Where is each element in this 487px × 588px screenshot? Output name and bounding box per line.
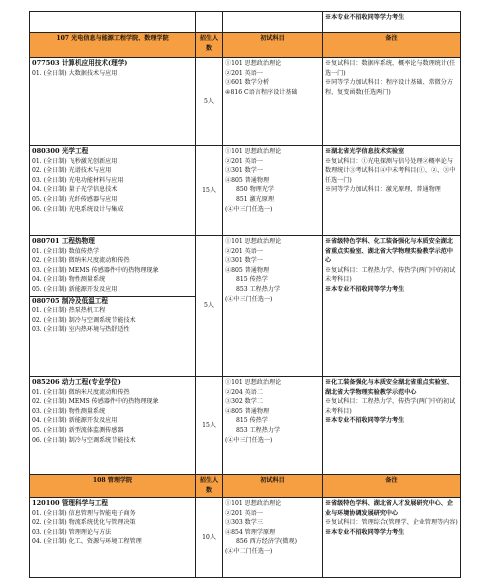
quota-cell: 5人 (196, 58, 223, 146)
note-item: ※本专业不招收同等学力考生 (325, 528, 405, 536)
direction-item: 04. (全日制) 物性测量系统 (32, 276, 106, 284)
note-item: ※本专业不招收同等学力考生 (325, 285, 405, 293)
subjects-header: 初试科目 (223, 475, 323, 498)
quota-header: 招生人数 (196, 33, 223, 58)
direction-item: 02. (全日制) 光谱技术与应用 (32, 167, 112, 175)
table-row (30, 12, 461, 33)
direction-item: 01. (全日制) 飞秒激光创新应用 (32, 157, 118, 165)
subject-item: ②201 英语一 (225, 247, 263, 255)
college-title: 108 管理学院 (30, 475, 196, 498)
direction-item: 01. (全日制) 热泵热机工程 (32, 307, 106, 315)
subject-item: ④854 管理学原理 (225, 528, 276, 536)
subject-item: 856 西方经济学(微观) (236, 538, 297, 546)
subject-item: ②201 英语一 (225, 69, 263, 77)
direction-item: 05. (全日制) 新能源开发及应用 (32, 285, 118, 293)
subject-item: (④中二门任选一) (225, 547, 273, 555)
note-item: ※复试科目：工程热力学、传热学(两门中的初试未考科目) (325, 398, 456, 415)
subject-item: ②201 英语一 (225, 509, 263, 517)
note-item: ※同等学力加试科目：程序设计基础、常微分方程、复变函数(任选两门) (325, 79, 453, 96)
direction-item: 03. (全日制) 室内热环境与热舒适性 (32, 326, 130, 334)
direction-item: 04. (全日制) 化工、资源与环境工程管理 (32, 538, 142, 546)
subject-item: 851 激光原理 (236, 195, 274, 203)
program-cell (30, 58, 196, 146)
subject-item: ④816 C语言程序设计基础 (225, 88, 298, 96)
subject-item: ①101 思想政治理论 (225, 500, 282, 507)
subject-item: ①101 思想政治理论 (225, 148, 282, 155)
top-note: ※本专业不招收同等学力考生 (323, 12, 461, 33)
quota-cell: 15人 (196, 377, 223, 475)
direction-item: 06. (全日制) 制冷与空调系统节能技术 (32, 436, 136, 444)
program-title: 080300 光学工程 (32, 147, 89, 155)
direction-item: 01. (全日制) 微纳米尺度流动和传热 (32, 388, 130, 396)
subjects-cell (223, 146, 323, 236)
subject-item: ③601 数学分析 (225, 79, 270, 87)
subject-item: ④805 普通物理 (225, 176, 270, 184)
subject-item: ①101 思想政治理论 (225, 60, 282, 67)
note-item: ※同等学力加试科目：激光原理、普通物理 (325, 186, 441, 194)
notes-cell (323, 377, 461, 475)
notes-header: 备注 (323, 33, 461, 58)
quota-cell: 10人 (196, 498, 223, 578)
notes-cell (323, 498, 461, 578)
direction-item: 05. (全日制) 光纤传感器与应用 (32, 195, 118, 203)
table-row (30, 58, 461, 146)
notes-cell (323, 146, 461, 236)
notes-cell (323, 58, 461, 146)
quota-cell: 15人 (196, 146, 223, 236)
subject-item: ①101 思想政治理论 (225, 238, 282, 245)
direction-item: 05. (全日制) 新型流体监测传感器 (32, 426, 124, 434)
direction-item: 01. (全日制) 信息管理与智能电子商务 (32, 509, 136, 517)
note-item: ※本专业不招收同等学力考生 (325, 417, 405, 425)
note-item: ※湖北省光学信息技术实验室 (325, 148, 405, 155)
program-cell (30, 236, 196, 377)
direction-item: 03. (全日制) 管理理论与方法 (32, 528, 112, 536)
subject-item: ②201 英语一 (225, 157, 263, 165)
subject-item: ②204 英语二 (225, 388, 263, 396)
notes-cell (323, 236, 461, 377)
note-item: ※复试科目：工程热力学、传热学(两门中的初试未考科目) (325, 266, 456, 284)
college-title: 107 光电信息与能源工程学院、数理学院 (30, 33, 196, 58)
note-item: ※省级特色学科、化工装备强化与本质安全湖北省重点实验室、湖北省大学物理实验教学示范中心 (325, 238, 453, 265)
college-header-row (30, 33, 461, 58)
subject-item: ③302 数学二 (225, 398, 263, 406)
subject-item: 853 工程热力学 (236, 285, 281, 293)
subject-item: ①101 思想政治理论 (225, 379, 282, 386)
subjects-cell (223, 498, 323, 578)
note-item: ※复试科目：管理综合(管理学、企业管理等内容) (325, 519, 458, 527)
subjects-cell (223, 377, 323, 475)
direction-item: 04. (全日制) 量子光学信息技术 (32, 186, 118, 194)
table-row (30, 377, 461, 475)
subject-item: ③303 数学三 (225, 519, 263, 527)
direction-item: 03. (全日制) MEMS 传感器件中的热物理现象 (32, 266, 159, 274)
direction-item: 03. (全日制) 光电功能材料与应用 (32, 176, 124, 184)
direction-item: 01. (全日制) 大数据技术与应用 (32, 69, 118, 77)
subject-item: (④中三门任选一) (225, 436, 273, 444)
direction-item: 03. (全日制) 物性测量系统 (32, 407, 106, 415)
table-row (30, 146, 461, 236)
direction-item: 02. (全日制) MEMS 传感器件中的热物理现象 (32, 398, 159, 406)
quota-cell: 5人 (196, 236, 223, 377)
direction-item: 06. (全日制) 光电系统设计与集成 (32, 205, 124, 213)
program-cell (30, 498, 196, 578)
program-title: 080705 制冷及低温工程 (32, 296, 108, 305)
subject-item: 853 工程热力学 (236, 426, 281, 434)
program-cell (30, 377, 196, 475)
direction-item: 01. (全日制) 数值传热学 (32, 247, 100, 255)
admissions-table (29, 11, 461, 578)
quota-header: 招生人数 (196, 475, 223, 498)
direction-item: 02. (全日制) 制冷与空调系统节能技术 (32, 316, 136, 324)
notes-header: 备注 (323, 475, 461, 498)
sub-program (30, 296, 195, 335)
note-item: ※复试科目：数据库系统、概率论与数理统计(任选一门) (325, 60, 456, 77)
program-title: 077503 计算机应用技术(理学) (32, 59, 128, 67)
subjects-cell (223, 58, 323, 146)
program-cell (30, 146, 196, 236)
subject-item: ③301 数学一 (225, 167, 263, 175)
subject-item: 815 传热学 (236, 276, 268, 284)
subjects-header: 初试科目 (223, 33, 323, 58)
subject-item: ④805 普通物理 (225, 266, 270, 274)
direction-item: 02. (全日制) 微纳米尺度流动和传热 (32, 257, 130, 265)
note-item: ※省级特色学科、湖北省人才发展研究中心、企业与环境协调发展研究中心 (325, 500, 453, 517)
program-title: 085206 动力工程(专业学位) (32, 378, 121, 386)
subject-item: (④中三门任选一) (225, 205, 273, 213)
direction-item: 02. (全日制) 物流系统优化与管理决策 (32, 519, 136, 527)
table-row (30, 498, 461, 578)
note-item: ※化工装备强化与本质安全湖北省重点实验室、湖北省大学物理实验教学示范中心 (325, 379, 453, 396)
direction-item: 04. (全日制) 新能源开发及应用 (32, 417, 118, 425)
subject-item: 815 传热学 (236, 417, 268, 425)
subject-item: ④805 普通物理 (225, 407, 270, 415)
college-header-row (30, 475, 461, 498)
subject-item: (④中三门任选一) (225, 295, 273, 303)
note-item: ※复试科目：①光电探测与信号处理②概率论与数理统计③考试科目④中未考科目(①、②、③中任选一门) (325, 157, 456, 184)
subjects-cell (223, 236, 323, 377)
table-row (30, 236, 461, 377)
program-title: 120100 管理科学与工程 (32, 499, 108, 507)
program-title: 080701 工程热物理 (32, 237, 95, 245)
subject-item: ③301 数学一 (225, 257, 263, 265)
subject-item: 850 物理光学 (236, 186, 274, 194)
